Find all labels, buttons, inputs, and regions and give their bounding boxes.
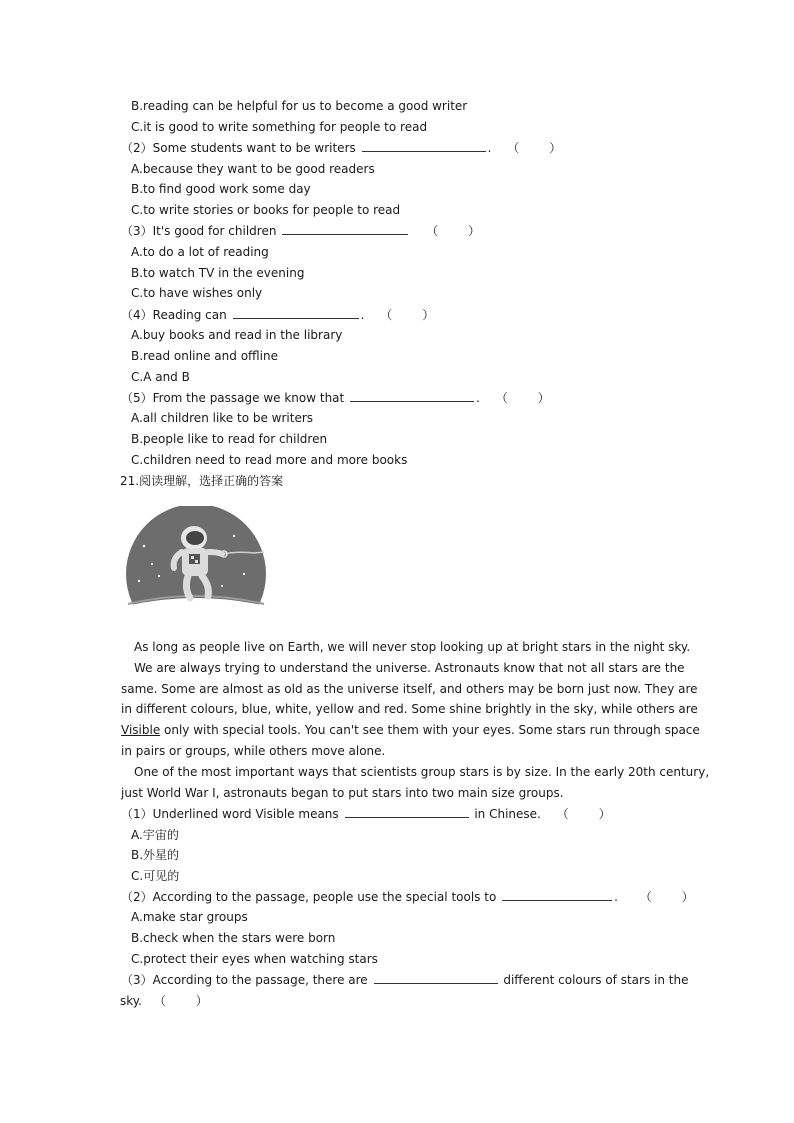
q20-4-stem: （4）Reading can . （ ） (121, 308, 435, 322)
q20-5-option-b: B.people like to read for children (131, 432, 328, 446)
q20-1-option-b: B.reading can be helpful for us to become a good writer (131, 99, 468, 113)
q20-3-option-a: A.to do a lot of reading (131, 245, 269, 259)
question-stem: According to the passage, there are (152, 973, 368, 987)
question-number: （3） (121, 224, 153, 238)
astronaut-in-space-icon (124, 506, 266, 614)
passage-paragraph-2-line-3: in different colours, blue, white, yellow and red. Some shine brightly in the sky, while others are (121, 702, 698, 716)
answer-parentheses[interactable]: （ ） (507, 141, 562, 155)
question-stem: Underlined word Visible means (152, 807, 339, 821)
question-number: （4） (121, 308, 153, 322)
q21-1-option-a: A.宇宙的 (131, 828, 179, 842)
q21-2-option-a: A.make star groups (131, 910, 248, 924)
q20-2-option-c: C.to write stories or books for people to read (131, 203, 401, 217)
passage-paragraph-3-line-1: One of the most important ways that scientists group stars is by size. In the early 20th century, (134, 765, 710, 779)
answer-parentheses[interactable]: （ ） (495, 391, 550, 405)
answer-parentheses[interactable]: （ ） (426, 224, 481, 238)
answer-blank[interactable] (233, 307, 359, 319)
q21-heading: 21.阅读理解，选择正确的答案 (120, 474, 284, 488)
answer-blank[interactable] (282, 223, 408, 235)
q20-4-option-a: A.buy books and read in the library (131, 328, 343, 342)
answer-blank[interactable] (502, 889, 612, 901)
question-number: （3） (121, 973, 153, 987)
q20-3-option-b: B.to watch TV in the evening (131, 266, 305, 280)
question-number: （2） (121, 141, 153, 155)
question-number: （1） (121, 807, 153, 821)
q20-4-option-b: B.read online and offline (131, 349, 278, 363)
answer-parentheses[interactable]: （ ） (380, 308, 435, 322)
q20-2-option-b: B.to find good work some day (131, 182, 311, 196)
answer-parentheses[interactable]: （ ） (153, 994, 208, 1008)
q21-1-option-b: B.外星的 (131, 848, 180, 862)
answer-parentheses[interactable]: （ ） (639, 890, 694, 904)
q21-2-stem: （2）According to the passage, people use the special tools to . （ ） (121, 890, 694, 904)
q20-2-stem: （2）Some students want to be writers . （ ） (121, 141, 562, 155)
passage-paragraph-2-line-4: Visible only with special tools. You can't see them with your eyes. Some stars run through space (121, 723, 700, 737)
passage-paragraph-3-line-2: just World War I, astronauts began to put stars into two main size groups. (121, 786, 564, 800)
question-stem: According to the passage, people use the special tools to (152, 890, 497, 904)
q21-1-option-c: C.可见的 (131, 869, 180, 883)
passage-paragraph-1: As long as people live on Earth, we will never stop looking up at bright stars in the night sky. (134, 640, 691, 654)
q21-2-option-c: C.protect their eyes when watching stars (131, 952, 378, 966)
question-stem: From the passage we know that (152, 391, 345, 405)
q20-4-option-c: C.A and B (131, 370, 190, 384)
answer-blank[interactable] (362, 140, 486, 152)
q20-5-option-a: A.all children like to be writers (131, 411, 314, 425)
q20-1-option-c: C.it is good to write something for people to read (131, 120, 428, 134)
q21-3-stem: （3）According to the passage, there are different colours of stars in the (121, 973, 689, 987)
q21-3-stem-continued: sky. （ ） (120, 994, 208, 1008)
q20-3-option-c: C.to have wishes only (131, 286, 263, 300)
q20-2-option-a: A.because they want to be good readers (131, 162, 375, 176)
answer-blank[interactable] (374, 972, 498, 984)
answer-blank[interactable] (350, 390, 474, 402)
underlined-word: Visible (121, 723, 161, 737)
q21-2-option-b: B.check when the stars were born (131, 931, 336, 945)
q20-5-stem: （5）From the passage we know that . （ ） (121, 391, 550, 405)
question-stem: Some students want to be writers (152, 141, 356, 155)
question-stem: It's good for children (152, 224, 277, 238)
q20-3-stem (121, 223, 480, 240)
question-number: （5） (121, 391, 153, 405)
answer-parentheses[interactable]: （ ） (556, 807, 611, 821)
question-stem: Reading can (152, 308, 227, 322)
answer-blank[interactable] (345, 806, 469, 818)
question-number: （2） (121, 890, 153, 904)
passage-paragraph-2-line-1: We are always trying to understand the universe. Astronauts know that not all stars are the (134, 661, 685, 675)
q20-5-option-c: C.children need to read more and more books (131, 453, 408, 467)
passage-paragraph-2-line-2: same. Some are almost as old as the universe itself, and others may be born just now. They are (121, 682, 698, 696)
q21-1-stem: （1）Underlined word Visible means in Chinese. （ ） (121, 807, 611, 821)
passage-paragraph-2-line-5: in pairs or groups, while others move alone. (121, 744, 386, 758)
